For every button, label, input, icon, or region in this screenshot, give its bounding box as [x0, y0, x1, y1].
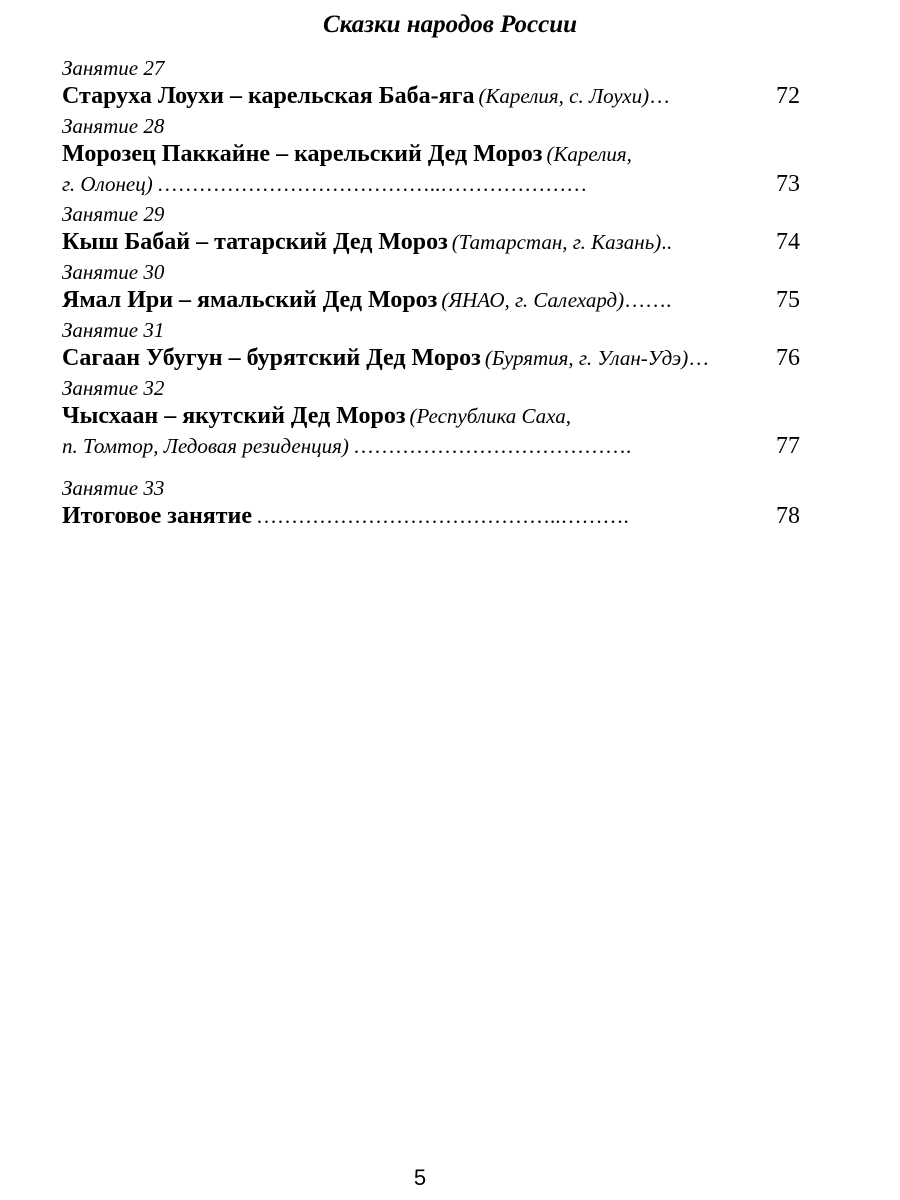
entry-title: Сагаан Убугун – бурятский Дед Мороз: [62, 345, 481, 371]
lesson-label: Занятие 29: [62, 202, 165, 226]
toc-entry-continuation[interactable]: [62, 169, 802, 202]
toc-entry[interactable]: [62, 285, 802, 318]
entry-page-number: 73: [776, 171, 800, 197]
leader-dots: …………………………………..…………………: [156, 172, 588, 196]
leader-dots: …: [649, 84, 671, 108]
entry-title: Кыш Бабай – татарский Дед Мороз: [62, 229, 448, 255]
entry-page-number: 74: [776, 229, 800, 255]
entry-place: г. Олонец): [62, 172, 153, 196]
spacer: [62, 464, 802, 476]
lesson-label: Занятие 27: [62, 56, 165, 80]
lesson-label: Занятие 32: [62, 376, 165, 400]
entry-title: Старуха Лоухи – карельская Баба-яга: [62, 83, 475, 109]
entry-place: (Карелия, с. Лоухи): [478, 84, 650, 108]
entry-place: (Бурятия, г. Улан-Удэ): [484, 346, 689, 370]
entry-place: (Республика Саха,: [409, 404, 571, 428]
entry-page-number: 72: [776, 83, 800, 109]
leader-dots: …: [688, 346, 710, 370]
lesson-label: Занятие 30: [62, 260, 165, 284]
toc-entry-continuation[interactable]: [62, 431, 802, 464]
entry-page-number: 75: [776, 287, 800, 313]
leader-dots: ..: [661, 230, 672, 254]
entry-page-number: 77: [776, 433, 800, 459]
entry-title: Морозец Паккайне – карельский Дед Мороз: [62, 141, 543, 167]
lesson-label: Занятие 28: [62, 114, 165, 138]
entry-title: Чысхаан – якутский Дед Мороз: [62, 403, 406, 429]
entry-place: (Карелия,: [546, 142, 632, 166]
entry-place: п. Томтор, Ледовая резиденция): [62, 434, 349, 458]
entry-place: (ЯНАО, г. Салехард): [441, 288, 625, 312]
entry-place: (Татарстан, г. Казань): [451, 230, 662, 254]
toc-entry[interactable]: [62, 81, 802, 114]
lesson-label: Занятие 31: [62, 318, 165, 342]
table-of-contents: [62, 56, 802, 534]
toc-entry[interactable]: [62, 401, 802, 431]
toc-entry[interactable]: [62, 227, 802, 260]
leader-dots: …….: [624, 288, 672, 312]
entry-page-number: 76: [776, 345, 800, 371]
page-number: 5: [413, 1165, 427, 1190]
toc-entry[interactable]: [62, 501, 802, 534]
book-title-header: Сказки народов России: [322, 11, 578, 38]
entry-title: Итоговое занятие: [62, 503, 253, 529]
toc-entry[interactable]: [62, 139, 802, 169]
leader-dots: ……………………………………..……….: [256, 504, 629, 528]
toc-entry[interactable]: [62, 343, 802, 376]
entry-title: Ямал Ири – ямальский Дед Мороз: [62, 287, 438, 313]
leader-dots: ………………………………….: [352, 434, 632, 458]
entry-page-number: 78: [776, 503, 800, 529]
lesson-label: Занятие 33: [62, 476, 165, 500]
